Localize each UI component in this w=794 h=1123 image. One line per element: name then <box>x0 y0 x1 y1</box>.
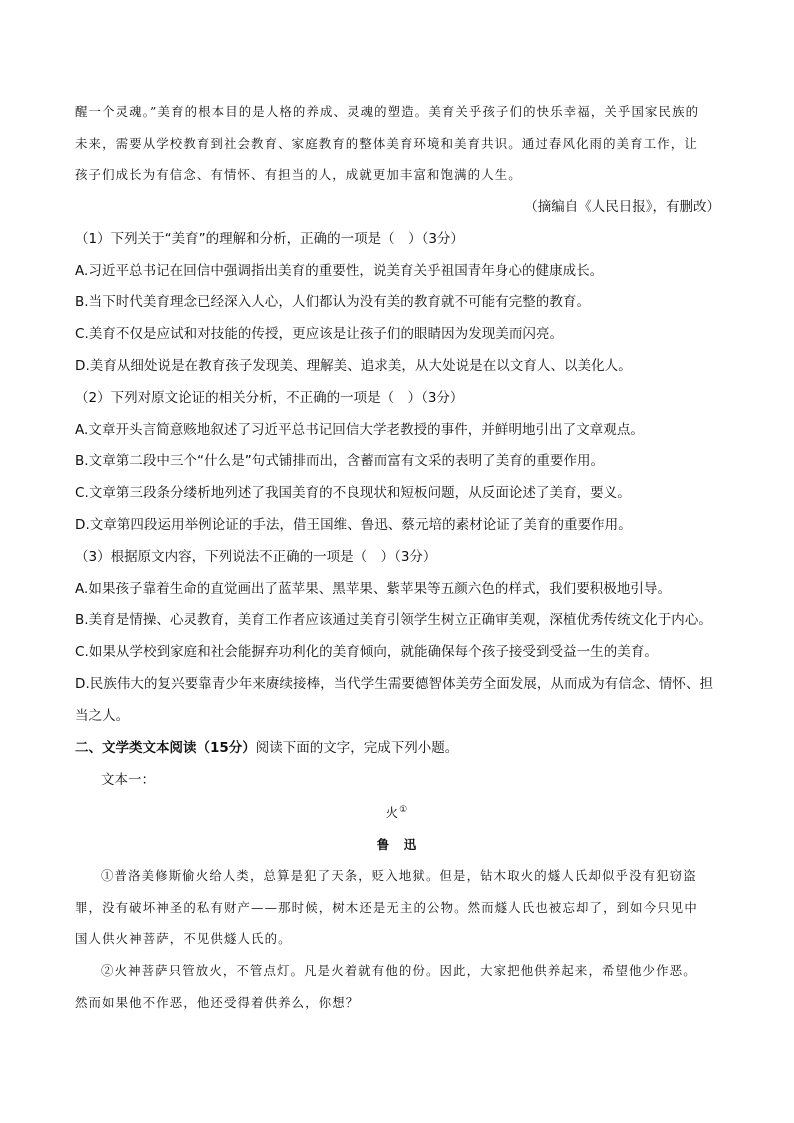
question-stem: （3）根据原文内容，下列说法不正确的一项是（ ）（3分） <box>75 549 437 565</box>
source-citation: （摘编自《人民日报》，有删改） <box>524 199 720 215</box>
essay-paragraph-line: 罪，没有破坏神圣的私有财产——那时候，树木还是无主的公物。然而燧人氏也被忘却了，到如今只见中 <box>75 900 698 915</box>
section-heading <box>75 738 458 758</box>
essay-author: 鲁 迅 <box>376 837 418 852</box>
option-c: C.文章第三段条分缕析地列述了我国美育的不良现状和短板问题，从反面论述了美育，要义。 <box>75 485 631 501</box>
option-a: A.习近平总书记在回信中强调指出美育的重要性，说美育关乎祖国青年身心的健康成长。 <box>75 263 604 279</box>
essay-paragraph-line: 国人供火神菩萨，不见供燧人氏的。 <box>75 931 292 946</box>
section-heading-instruction: 阅读下面的文字，完成下列小题。 <box>255 740 459 756</box>
passage-line: 未来，需要从学校教育到社会教育、家庭教育的整体美育环境和美育共识。通过春风化雨的美育工作，让 <box>75 136 698 151</box>
option-b: B.文章第二段中三个“什么是”句式铺排而出，含蓄而富有文采的表明了美育的重要作用。 <box>75 453 605 469</box>
question-stem: （1）下列关于“美育”的理解和分析，正确的一项是（ ）（3分） <box>75 231 464 247</box>
option-b: B.当下时代美育理念已经深入人心，人们都认为没有美的教育就不可能有完整的教育。 <box>75 294 591 310</box>
essay-paragraph-line: ①普洛美修斯偷火给人类，总算是犯了天条，贬入地狱。但是，钻木取火的燧人氏却似乎没有犯窃盗 <box>101 868 697 883</box>
option-a: A.文章开头言简意赅地叙述了习近平总书记回信大学老教授的事件，并鲜明地引出了文章观点。 <box>75 422 644 438</box>
option-c: C.美育不仅是应试和对技能的传授，更应该是让孩子们的眼睛因为发现美而闪亮。 <box>75 326 564 342</box>
option-a: A.如果孩子靠着生命的直觉画出了蓝苹果、黑苹果、紫苹果等五颜六色的样式，我们要积极地引导。 <box>75 581 672 597</box>
option-d: D.文章第四段运用举例论证的手法，借王国维、鲁迅、蔡元培的素材论证了美育的重要作用。 <box>75 517 632 533</box>
option-d: D.民族伟大的复兴要靠青少年来赓续接棒，当代学生需要德智体美劳全面发展，从而成为有信念、情怀、担 <box>75 676 714 692</box>
passage-line: 醒一个灵魂。”美育的根本目的是人格的养成、灵魂的塑造。美育关乎孩子们的快乐幸福，关乎国家民族的 <box>75 104 700 119</box>
option-b: B.美育是情操、心灵教育，美育工作者应该通过美育引领学生树立正确审美观，深植优秀传统文化于内心。 <box>75 612 712 628</box>
question-stem: （2）下列对原文论证的相关分析，不正确的一项是（ ）（3分） <box>75 390 464 406</box>
essay-paragraph-line: ②火神菩萨只管放火，不管点灯。凡是火着就有他的份。因此，大家把他供养起来，希望他少作恶。 <box>101 963 697 978</box>
passage-line: 孩子们成长为有信念、有情怀、有担当的人，成就更加丰富和饱满的人生。 <box>75 167 522 182</box>
text-label: 文本一： <box>101 772 155 788</box>
essay-title-text: 火 <box>385 805 400 820</box>
option-d: D.美育从细处说是在教育孩子发现美、理解美、追求美，从大处说是在以文育人、以美化人。 <box>75 358 632 374</box>
essay-title <box>0 803 794 823</box>
footnote-marker: ① <box>399 804 409 815</box>
essay-paragraph-line: 然而如果他不作恶，他还受得着供养么，你想？ <box>75 995 360 1010</box>
section-heading-title: 二、文学类文本阅读（15分） <box>75 740 256 756</box>
option-c: C.如果从学校到家庭和社会能摒弃功利化的美育倾向，就能确保每个孩子接受到受益一生的美育。 <box>75 644 658 660</box>
option-d-continued: 当之人。 <box>75 708 130 724</box>
